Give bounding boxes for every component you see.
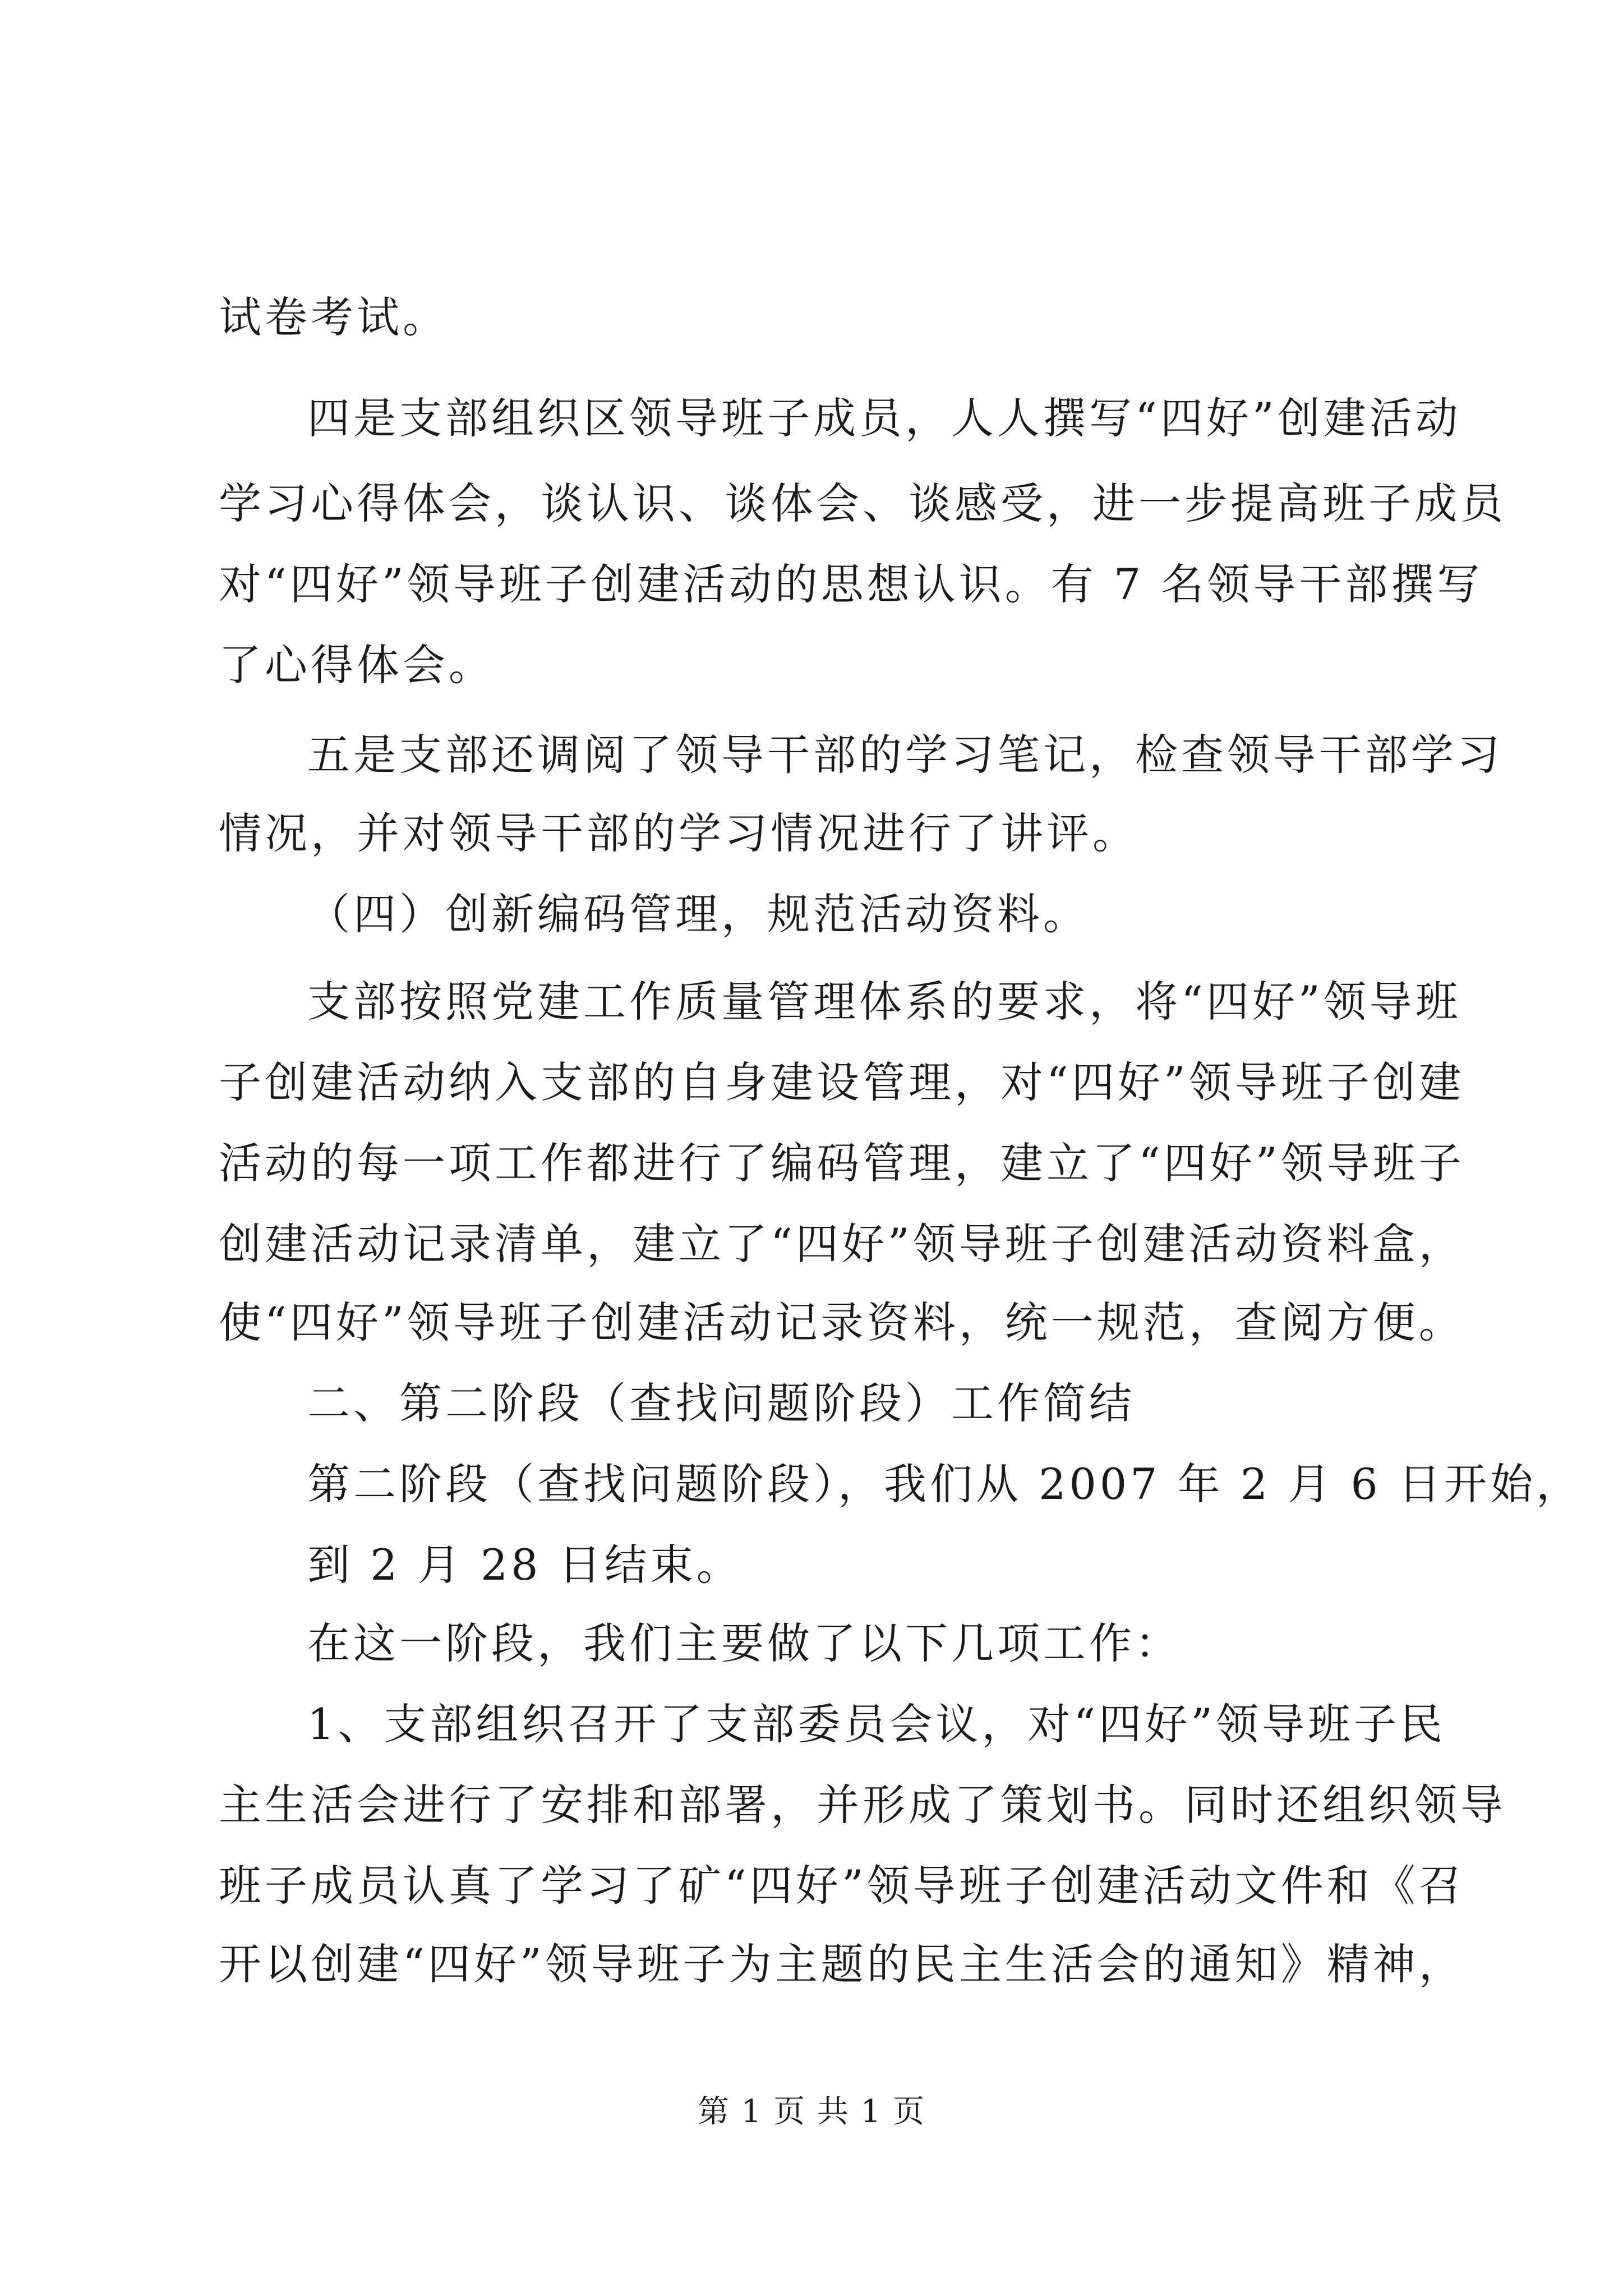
text-line: 开以创建“四好”领导班子为主题的民主生活会的通知》精神，	[219, 1939, 1465, 1989]
text-line: 创建活动记录清单，建立了“四好”领导班子创建活动资料盒，	[219, 1219, 1465, 1269]
text-line: 了心得体会。	[219, 640, 495, 690]
text-line: 试卷考试。	[219, 292, 449, 342]
text-line: 学习心得体会，谈认识、谈体会、谈感受，进一步提高班子成员	[219, 478, 1506, 528]
section-heading: （四）创新编码管理，规范活动资料。	[307, 889, 1089, 939]
text-line: 1、支部组织召开了支部委员会议，对“四好”领导班子民	[307, 1699, 1446, 1749]
text-line: 活动的每一项工作都进行了编码管理，建立了“四好”领导班子	[219, 1138, 1465, 1188]
text-line: 在这一阶段，我们主要做了以下几项工作：	[307, 1618, 1181, 1668]
text-line: 到 2 月 28 日结束。	[307, 1540, 743, 1590]
text-line: 四是支部组织区领导班子成员，人人撰写“四好”创建活动	[307, 393, 1461, 443]
text-line: 子创建活动纳入支部的自身建设管理，对“四好”领导班子创建	[219, 1057, 1465, 1107]
text-line: 使“四好”领导班子创建活动记录资料，统一规范，查阅方便。	[219, 1297, 1465, 1347]
text-line: 班子成员认真了学习了矿“四好”领导班子创建活动文件和《召	[219, 1861, 1465, 1911]
text-line: 五是支部还调阅了领导干部的学习笔记，检查领导干部学习	[307, 730, 1503, 780]
text-line: 主生活会进行了安排和部署，并形成了策划书。同时还组织领导	[219, 1780, 1506, 1830]
text-line: 第二阶段（查找问题阶段），我们从 2007 年 2 月 6 日开始，	[307, 1459, 1583, 1509]
text-line: 情况，并对领导干部的学习情况进行了讲评。	[219, 808, 1138, 858]
section-heading: 二、第二阶段（查找问题阶段）工作简结	[307, 1378, 1135, 1428]
text-line: 支部按照党建工作质量管理体系的要求，将“四好”领导班	[307, 977, 1461, 1027]
page-number-footer: 第 1 页 共 1 页	[697, 2093, 926, 2130]
text-line: 对“四好”领导班子创建活动的思想认识。有 7 名领导干部撰写	[219, 559, 1483, 609]
